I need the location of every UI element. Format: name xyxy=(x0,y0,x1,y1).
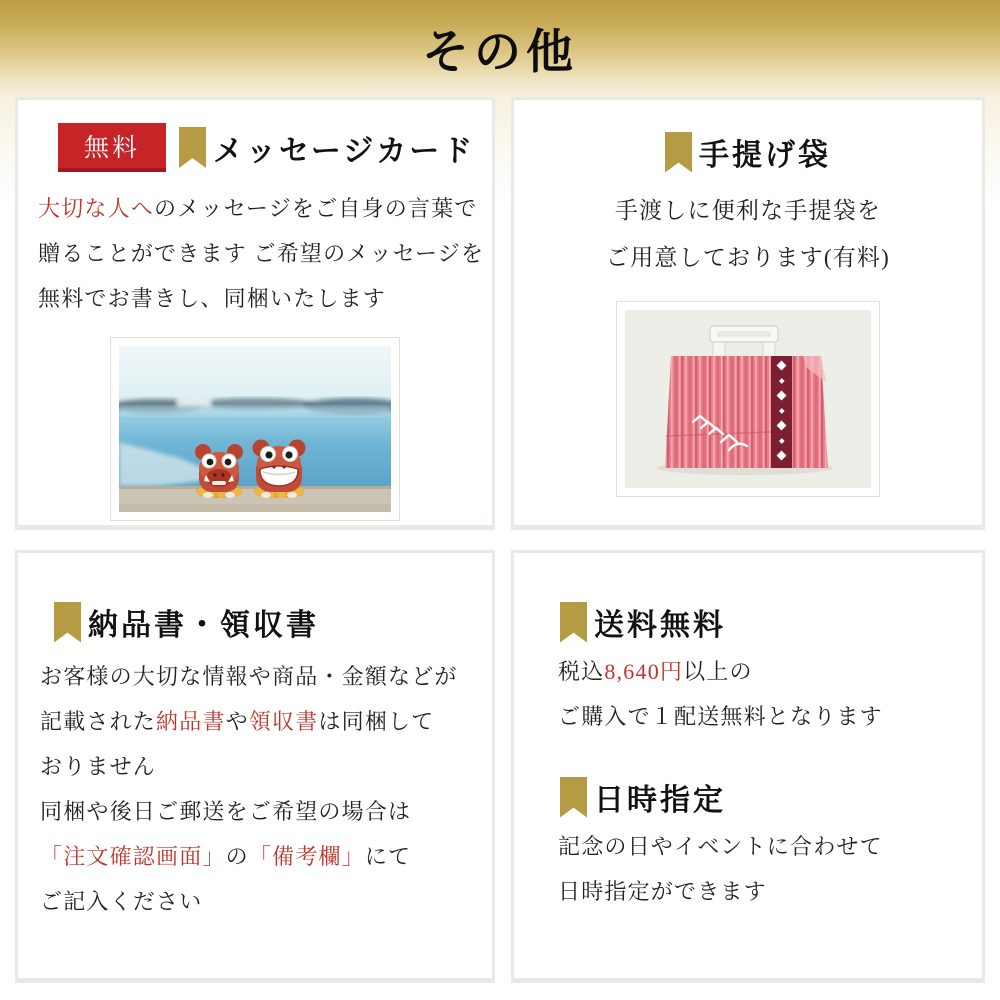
bookmark-icon xyxy=(665,132,692,173)
free-badge: 無料 xyxy=(58,123,166,172)
datetime-text: 記念の日やイベントに合わせて 日時指定ができます xyxy=(558,834,883,904)
highlighted-text: 領収書 xyxy=(248,709,319,734)
bookmark-icon xyxy=(54,602,81,643)
bag-card xyxy=(511,97,985,530)
shipping-title: 送料無料 xyxy=(594,609,726,642)
invoice-card-text: お客様の大切な情報や商品・金額などが 記載された納品書や領収書は同梱して おりません 同梱や後日ご郵送をご希望の場合は 「注文確認画面」の「備考欄」にて ご記入ください xyxy=(40,664,458,914)
message-card xyxy=(15,97,495,530)
shipping-header xyxy=(560,600,982,644)
datetime-header xyxy=(560,775,982,819)
message-card-header xyxy=(58,123,492,172)
bookmark-icon xyxy=(560,777,587,818)
message-card-title: メッセージカード xyxy=(213,134,476,168)
bag-card-text: 手渡しに便利な手提袋を ご用意しております(有料) xyxy=(606,198,890,270)
paper-bag-photo xyxy=(616,301,880,497)
shisa-lions-beach-photo xyxy=(110,337,400,521)
paper-bag-illustration xyxy=(625,310,871,488)
highlighted-text: 納品書 xyxy=(156,709,226,734)
message-card-text: 大切な人へのメッセージをご自身の言葉で 贈ることができます ご希望のメッセージを 無料でお書きし、同梱いたします xyxy=(38,196,485,311)
bookmark-icon xyxy=(560,602,587,643)
cards-grid xyxy=(0,97,1000,983)
highlighted-text: 大切な人へ xyxy=(38,196,155,221)
bag-card-title: 手提げ袋 xyxy=(699,139,831,172)
datetime-title: 日時指定 xyxy=(594,784,726,817)
invoice-card-title: 納品書・領収書 xyxy=(88,609,319,642)
highlighted-text: 「備考欄」 xyxy=(248,844,365,869)
shipping-text: 税込8,640円以上の ご購入で１配送無料となります xyxy=(558,659,883,729)
shisa-photo-illustration xyxy=(119,346,391,512)
section-header xyxy=(0,0,1000,97)
highlighted-text: 8,640円 xyxy=(604,659,684,684)
bag-card-header xyxy=(514,130,982,174)
invoice-card-header xyxy=(54,600,492,644)
highlighted-text: 「注文確認画面」 xyxy=(40,844,226,869)
shipping-card xyxy=(511,550,985,983)
bookmark-icon xyxy=(179,127,206,168)
invoice-card xyxy=(15,550,495,983)
page-title: その他 xyxy=(422,27,578,79)
